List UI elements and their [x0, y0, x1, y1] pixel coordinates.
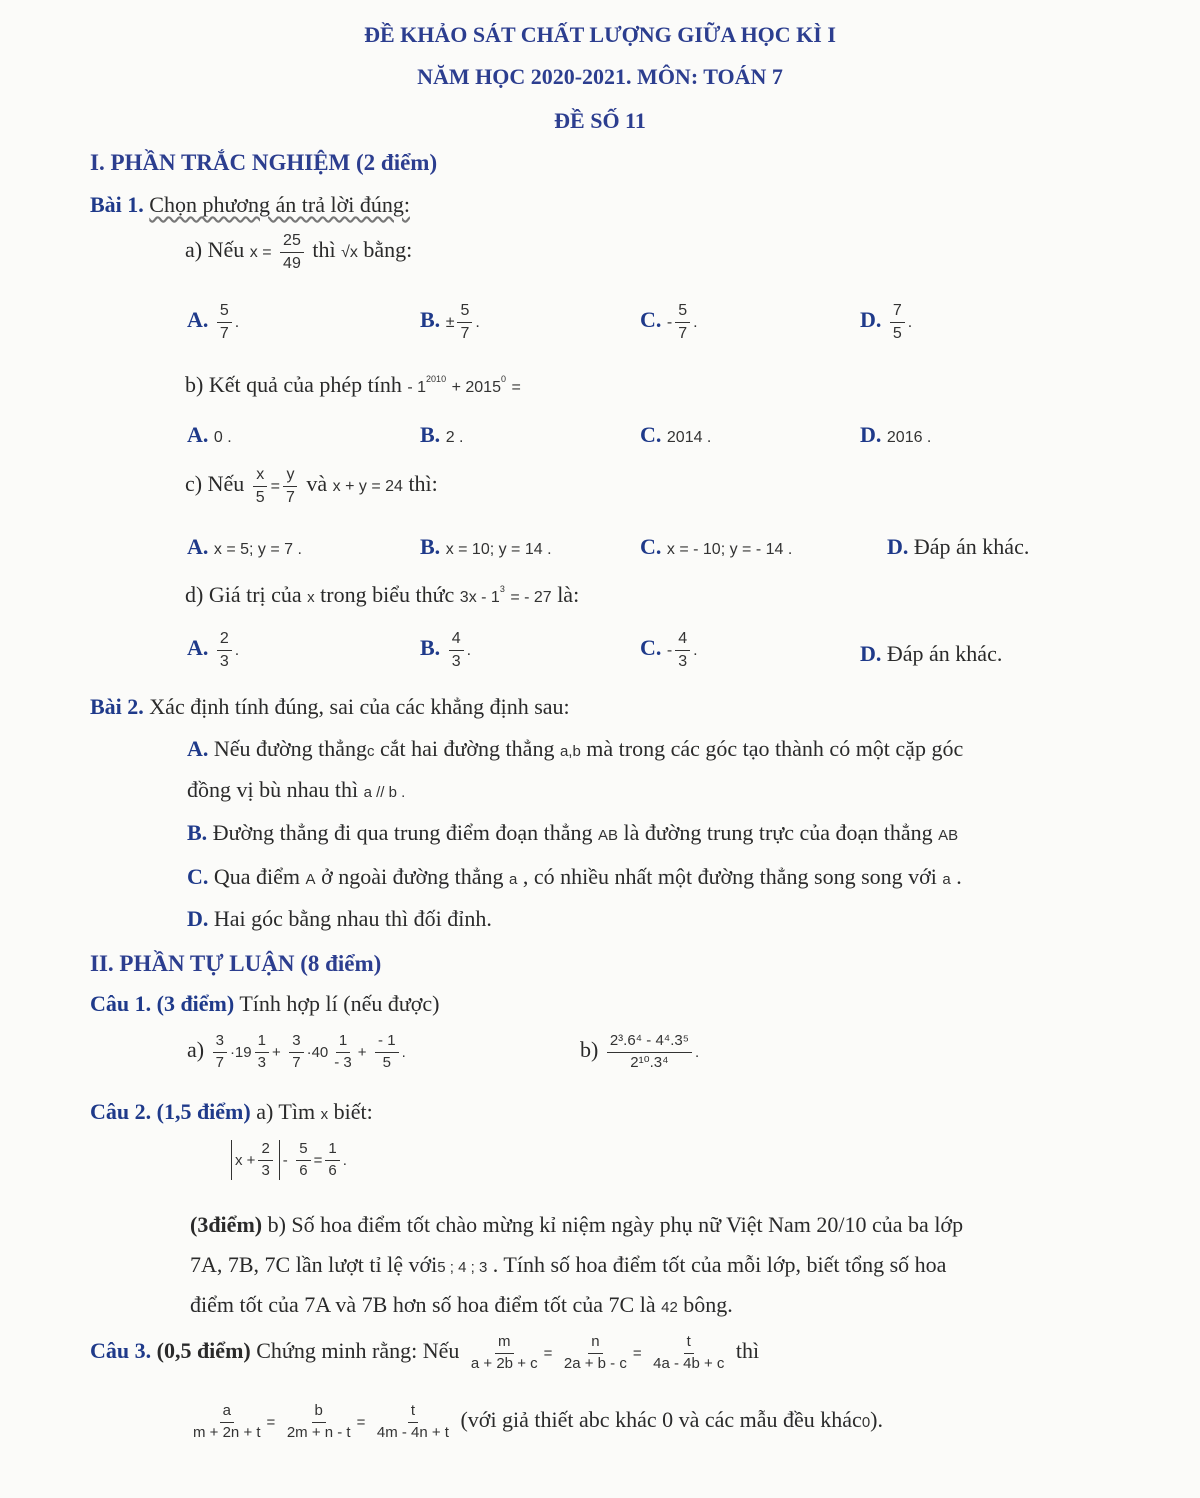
- option-den: 7: [219, 324, 229, 342]
- frac-den: 6: [299, 1161, 308, 1179]
- frac-den: 5: [382, 1053, 391, 1071]
- option-den: 3: [219, 652, 229, 670]
- frac-den: m + 2n + t: [193, 1423, 261, 1441]
- statement-label: C.: [187, 864, 209, 889]
- option-value: 2016 .: [886, 429, 932, 446]
- frac-num: 3: [213, 1033, 227, 1053]
- statement-text: đồng vị bù nhau thì: [187, 777, 359, 802]
- cau2-b-text: bông.: [683, 1292, 733, 1317]
- exam-title: ĐỀ KHẢO SÁT CHẤT LƯỢNG GIỮA HỌC KÌ I: [364, 22, 836, 47]
- qd-expr-a: 3x - 1: [459, 589, 500, 606]
- option-num: 7: [890, 302, 905, 323]
- qc-f2-den: 7: [286, 488, 295, 506]
- math-text: =: [313, 1152, 323, 1170]
- qa-pre: a) Nếu: [185, 237, 245, 263]
- option-num: 4: [449, 630, 464, 651]
- math-text: .: [694, 1044, 700, 1062]
- question-b: [185, 372, 521, 398]
- math-text: =: [543, 1345, 553, 1363]
- frac-den: 3: [261, 1161, 270, 1179]
- qa-x-eq: x =: [249, 244, 272, 262]
- bai2-statement-a-line2: [187, 777, 405, 803]
- qa-option-a: [187, 302, 239, 342]
- frac-den: - 3: [334, 1053, 352, 1071]
- qc-pre: c) Nếu: [185, 471, 245, 497]
- statement-text: là đường trung trực của đoạn thẳng: [623, 820, 933, 845]
- option-num: 4: [675, 630, 690, 651]
- option-suffix: .: [234, 642, 240, 660]
- statement-text: Qua điểm: [213, 864, 301, 889]
- qa-option-b: [420, 302, 480, 342]
- bai2-statement-d: [187, 906, 492, 932]
- math-text: =: [356, 1414, 366, 1432]
- bai1-prompt: Chọn phương án trả lời đúng:: [149, 192, 410, 217]
- bai2-statement-c: [187, 864, 962, 890]
- option-suffix: .: [693, 314, 698, 332]
- statement-text: mà trong các góc tạo thành có một cặp góc: [586, 736, 964, 761]
- cau3-points: (0,5 điểm): [156, 1338, 251, 1364]
- statement-math: a: [942, 871, 951, 888]
- option-label: A.: [187, 534, 209, 559]
- frac-num: m: [495, 1334, 514, 1354]
- cau2-var: x: [320, 1106, 329, 1123]
- option-label: B.: [420, 534, 441, 559]
- qb-plus: + 2015: [451, 379, 501, 396]
- bai2-heading: [90, 694, 570, 720]
- frac-den: 4a - 4b + c: [653, 1354, 725, 1372]
- frac-num: t: [684, 1334, 694, 1354]
- statement-text: ở ngoài đường thẳng: [321, 864, 504, 889]
- cau2-b-text: b) Số hoa điểm tốt chào mừng kỉ niệm ngày phụ nữ Việt Nam 20/10 của ba lớp: [267, 1212, 964, 1237]
- cau1-b: [580, 1033, 699, 1071]
- qd-pre: d) Giá trị của: [185, 582, 302, 607]
- qc-post: thì:: [408, 471, 438, 497]
- option-den: 7: [678, 324, 688, 342]
- statement-math: c: [366, 743, 375, 760]
- qc-f2-num: y: [283, 466, 297, 487]
- cau3-line1: [90, 1334, 759, 1372]
- frac-den: a + 2b + c: [470, 1354, 538, 1372]
- option-suffix: .: [466, 642, 472, 660]
- option-den: 3: [451, 652, 461, 670]
- option-label: B.: [420, 422, 441, 447]
- math-text: .: [401, 1044, 406, 1062]
- option-value: x = 5; y = 7 .: [213, 541, 302, 558]
- cau3-text: Chứng minh rằng: Nếu: [256, 1338, 460, 1364]
- qb-eq: =: [511, 379, 521, 396]
- math-text: +: [357, 1044, 367, 1062]
- math-text: =: [632, 1345, 642, 1363]
- option-label: B.: [420, 307, 441, 333]
- cau1-label: Câu 1. (3 điểm): [90, 991, 235, 1016]
- qd-option-a: [187, 630, 239, 670]
- frac-num: 1: [255, 1033, 269, 1053]
- qa-mid: thì: [312, 237, 336, 263]
- cau2-b-ratio: 5 ; 4 ; 3: [437, 1259, 488, 1276]
- frac-num: t: [408, 1403, 418, 1423]
- statement-math: a // b .: [363, 784, 406, 801]
- option-label: A.: [187, 422, 209, 447]
- option-label: D.: [860, 422, 882, 447]
- option-num: 5: [217, 302, 232, 323]
- qb-pre: b) Kết quả của phép tính: [185, 372, 402, 397]
- option-suffix: .: [693, 642, 698, 660]
- qd-mid: trong biểu thức: [320, 582, 455, 607]
- qc-option-b: [420, 534, 552, 560]
- option-label: B.: [420, 635, 441, 661]
- frac-num: 2³.6⁴ - 4⁴.3⁵: [607, 1033, 692, 1053]
- question-a: [185, 232, 412, 272]
- frac-num: b: [312, 1403, 326, 1423]
- cau2-label: Câu 2. (1,5 điểm): [90, 1099, 251, 1124]
- cau2-b-line2: [190, 1252, 946, 1278]
- math-text: x +: [235, 1152, 256, 1170]
- statement-math: A: [305, 871, 316, 888]
- cau3-label: Câu 3.: [90, 1338, 152, 1364]
- option-value: x = - 10; y = - 14 .: [666, 541, 793, 558]
- qc-option-c: [640, 534, 792, 560]
- frac-den: 2a + b - c: [563, 1354, 627, 1372]
- bai2-statement-b: [187, 820, 958, 846]
- option-suffix: .: [907, 314, 913, 332]
- bai2-prompt: Xác định tính đúng, sai của các khẳng định sau:: [149, 694, 570, 719]
- cau2-b-line1: [190, 1212, 963, 1238]
- option-prefix: ±: [445, 314, 455, 332]
- option-prefix: -: [666, 642, 673, 660]
- qd-option-b: [420, 630, 471, 670]
- frac-den: 2m + n - t: [286, 1423, 351, 1441]
- math-text: ·40: [306, 1044, 329, 1062]
- frac-num: 5: [296, 1141, 310, 1161]
- qd-var: x: [307, 589, 315, 606]
- option-num: 5: [675, 302, 690, 323]
- qa-sqrt: √x: [341, 244, 358, 262]
- statement-math: AB: [938, 827, 959, 844]
- statement-text: Nếu đường thẳng: [213, 736, 367, 761]
- statement-text: Đường thẳng đi qua trung điểm đoạn thẳng: [212, 820, 593, 845]
- part1-title: I. PHẦN TRẮC NGHIỆM (2 điểm): [90, 150, 438, 175]
- math-text: +: [271, 1044, 281, 1062]
- option-den: 7: [460, 324, 470, 342]
- qc-option-d: [887, 534, 1029, 560]
- cau2-equation: [228, 1140, 347, 1180]
- qc-expr: x + y = 24: [332, 478, 403, 496]
- statement-label: D.: [187, 906, 209, 931]
- cau1-text: Tính hợp lí (nếu được): [239, 991, 440, 1016]
- option-label: C.: [640, 307, 662, 333]
- option-text: Đáp án khác.: [886, 641, 1003, 666]
- cau3-note: (với giả thiết abc khác 0 và các mẫu đều khác: [460, 1407, 862, 1433]
- qa-option-c: [640, 302, 698, 342]
- question-c: [185, 466, 438, 506]
- bai2-label: Bài 2.: [90, 694, 144, 719]
- cau2-b-text: 7A, 7B, 7C lần lượt tỉ lệ với: [190, 1252, 438, 1277]
- qb-option-a: [187, 422, 232, 448]
- question-d: [185, 582, 579, 608]
- qd-option-c: [640, 630, 698, 670]
- qa-option-d: [860, 302, 912, 342]
- qa-frac-den: 49: [283, 254, 301, 272]
- cau2-heading: [90, 1099, 373, 1125]
- qb-option-d: [860, 422, 931, 448]
- frac-num: - 1: [375, 1033, 399, 1053]
- bai1-label: Bài 1.: [90, 192, 144, 217]
- option-value: 0 .: [213, 429, 232, 446]
- option-suffix: .: [234, 314, 240, 332]
- frac-num: 1: [325, 1141, 339, 1161]
- qc-option-a: [187, 534, 302, 560]
- cau2-b-line3: [190, 1292, 733, 1318]
- abs-bar-right: [279, 1140, 280, 1180]
- qb-base1: - 1: [407, 379, 427, 396]
- cau3-then: thì: [735, 1338, 760, 1364]
- statement-text: , có nhiều nhất một đường thẳng song song với: [522, 864, 937, 889]
- frac-num: 2: [258, 1141, 272, 1161]
- frac-num: a: [220, 1403, 234, 1423]
- option-label: C.: [640, 635, 662, 661]
- option-num: 5: [457, 302, 472, 323]
- frac-num: 1: [336, 1033, 350, 1053]
- frac-den: 2¹⁰.3⁴: [630, 1053, 669, 1071]
- option-suffix: .: [475, 314, 480, 332]
- option-value: Đáp án khác.: [913, 534, 1030, 559]
- statement-math: a,b: [559, 743, 581, 760]
- bai1-heading: [90, 192, 410, 218]
- qb-exp2: 0: [500, 374, 506, 384]
- bai2-statement-a: [187, 736, 963, 762]
- cau2-b-number: 42: [661, 1299, 678, 1316]
- qc-eq: =: [270, 478, 280, 496]
- frac-num: 3: [289, 1033, 303, 1053]
- math-text: ·19: [229, 1044, 252, 1062]
- statement-label: A.: [187, 736, 209, 761]
- option-label: D.: [860, 307, 882, 333]
- math-text: .: [342, 1152, 347, 1170]
- qb-option-c: [640, 422, 711, 448]
- cau1-a-label: a): [187, 1037, 205, 1063]
- math-text: -: [282, 1152, 288, 1170]
- option-label: C.: [640, 422, 662, 447]
- qd-expr-b: = - 27: [510, 589, 552, 606]
- option-den: 5: [892, 324, 902, 342]
- cau2-b-text: điểm tốt của 7A và 7B hơn số hoa điểm tốt của 7C là: [190, 1292, 656, 1317]
- frac-den: 4m - 4n + t: [376, 1423, 449, 1441]
- option-label: A.: [187, 635, 209, 661]
- option-label: A.: [187, 307, 209, 333]
- cau1-a: [187, 1033, 406, 1071]
- cau3-line2: [187, 1403, 883, 1441]
- abs-bar-left: [231, 1140, 232, 1180]
- cau1-heading: [90, 991, 439, 1017]
- option-prefix: -: [666, 314, 673, 332]
- option-den: 3: [678, 652, 688, 670]
- cau2-text-a2: biết:: [333, 1099, 373, 1124]
- qd-post: là:: [557, 582, 580, 607]
- qc-and: và: [306, 471, 328, 497]
- qa-frac-num: 25: [280, 232, 304, 253]
- statement-text: .: [956, 864, 962, 889]
- part2-title: II. PHẦN TỰ LUẬN (8 điểm): [90, 951, 382, 976]
- qb-option-b: [420, 422, 463, 448]
- frac-den: 3: [257, 1053, 266, 1071]
- cau3-note-zero: 0: [861, 1414, 871, 1432]
- statement-math: AB: [597, 827, 618, 844]
- frac-den: 7: [292, 1053, 301, 1071]
- statement-text: Hai góc bằng nhau thì đối đỉnh.: [213, 906, 492, 931]
- frac-den: 6: [328, 1161, 337, 1179]
- math-text: =: [266, 1414, 276, 1432]
- qa-post: bằng:: [363, 237, 413, 263]
- option-label: D.: [887, 534, 909, 559]
- option-label: C.: [640, 534, 662, 559]
- exam-number: ĐỀ SỐ 11: [554, 108, 646, 133]
- option-num: 2: [217, 630, 232, 651]
- statement-math: a: [509, 871, 518, 888]
- option-label: D.: [860, 641, 882, 666]
- cau3-note-end: ).: [870, 1407, 883, 1433]
- qd-option-d: [860, 641, 1002, 667]
- frac-num: n: [588, 1334, 602, 1354]
- option-value: 2014 .: [666, 429, 712, 446]
- cau2-b-text: . Tính số hoa điểm tốt của mỗi lớp, biết tổng số hoa: [492, 1252, 947, 1277]
- qc-f1-num: x: [253, 466, 267, 487]
- exam-year-subject: NĂM HỌC 2020-2021. MÔN: TOÁN 7: [417, 64, 783, 89]
- statement-label: B.: [187, 820, 208, 845]
- qd-exp: 3: [499, 584, 505, 594]
- qc-f1-den: 5: [255, 488, 265, 506]
- cau2-b-points: (3điểm): [190, 1212, 263, 1237]
- cau1-b-label: b): [580, 1037, 599, 1063]
- qb-exp1: 2010: [426, 374, 447, 384]
- option-value: 2 .: [445, 429, 464, 446]
- cau2-text-a: a) Tìm: [256, 1099, 316, 1124]
- frac-den: 7: [215, 1053, 224, 1071]
- statement-text: cắt hai đường thẳng: [379, 736, 555, 761]
- option-value: x = 10; y = 14 .: [445, 541, 552, 558]
